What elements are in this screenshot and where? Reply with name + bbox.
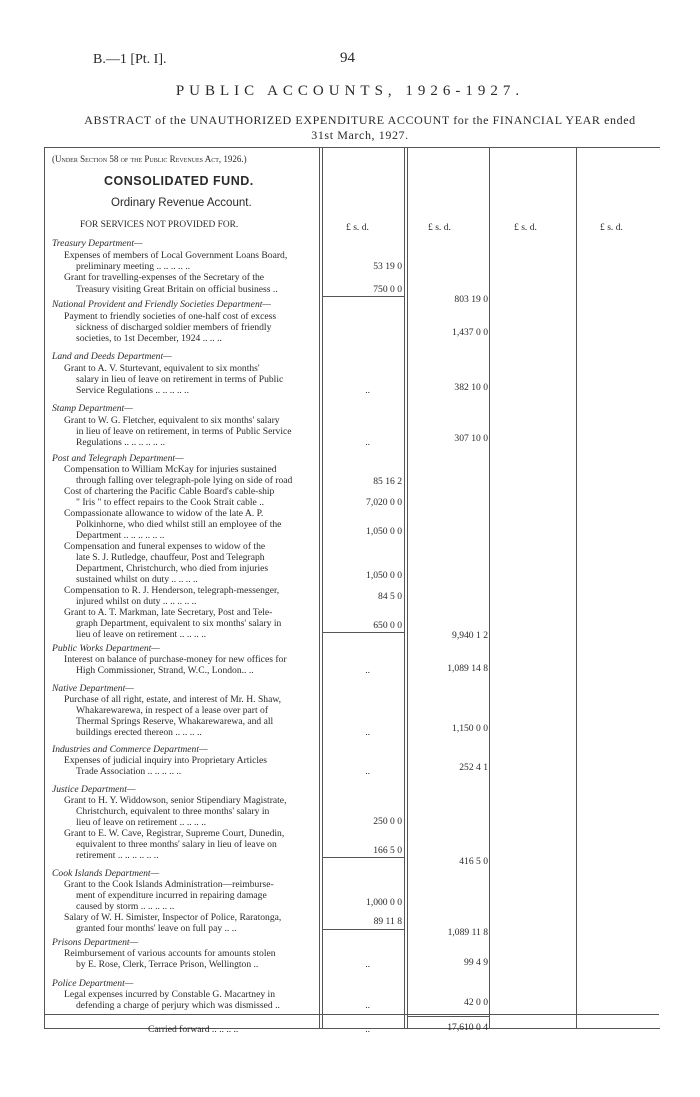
column-header: £ s. d.: [514, 222, 537, 233]
item-text: Whakarewarewa, in respect of a lease over part of: [76, 705, 269, 716]
column-divider: [489, 147, 490, 1028]
item-text: late S. J. Rutledge, chauffeur, Post and Telegraph: [76, 552, 265, 563]
item-text: through falling over telegraph-pole lying on side of road: [76, 475, 293, 486]
item-text: Compensation and funeral expenses to widow of the: [64, 541, 266, 552]
item-text: graph Department, equivalent to six months' salary in: [76, 618, 282, 629]
item-text: lieu of leave on retirement .. .. .. ..: [76, 629, 207, 640]
item-text: retirement .. .. .. .. .. ..: [76, 850, 159, 861]
item-text: lieu of leave on retirement .. .. .. ..: [76, 817, 207, 828]
item-text: " Iris " to effect repairs to the Cook Strait cable ..: [76, 497, 265, 508]
carried-forward-total: 17,610 0 4: [447, 1022, 488, 1033]
item-text: Grant to W. G. Fletcher, equivalent to six months' salary: [64, 415, 280, 426]
department-total: 252 4 1: [459, 762, 488, 773]
subtotal-rule: [322, 296, 404, 297]
department-heading: Industries and Commerce Department—: [52, 744, 208, 755]
department-total: 99 4 9: [464, 957, 488, 968]
item-text: Polkinhorne, who died whilst still an employee of the: [76, 519, 282, 530]
services-heading: FOR SERVICES NOT PROVIDED FOR.: [80, 220, 239, 230]
item-text: Purchase of all right, estate, and interest of Mr. H. Shaw,: [64, 694, 282, 705]
department-total: 382 10 0: [454, 382, 488, 393]
item-amount: 1,050 0 0: [366, 526, 402, 537]
department-total: 1,437 0 0: [452, 327, 488, 338]
item-amount: 650 0 0: [373, 620, 402, 631]
item-text: Expenses of members of Local Government Loans Board,: [64, 250, 288, 261]
department-heading: Stamp Department—: [52, 403, 133, 414]
item-text: Grant to H. Y. Widdowson, senior Stipendiary Magistrate,: [64, 795, 287, 806]
column-divider: [576, 147, 577, 1028]
carried-rule: [44, 1014, 659, 1015]
department-total: 42 0 0: [464, 997, 488, 1008]
item-text: Compensation to William McKay for injuries sustained: [64, 464, 277, 475]
item-text: preliminary meeting .. .. .. .. ..: [76, 261, 191, 272]
column-header: £ s. d.: [600, 222, 623, 233]
item-amount: 53 19 0: [373, 261, 402, 272]
item-text: Thermal Springs Reserve, Whakarewarewa, and all: [76, 716, 274, 727]
item-amount: ..: [365, 1024, 370, 1035]
item-text: Regulations .. .. .. .. .. ..: [76, 437, 166, 448]
item-amount: 166 5 0: [373, 845, 402, 856]
item-text: Reimbursement of various accounts for amounts stolen: [64, 948, 276, 959]
account-name: Ordinary Revenue Account.: [111, 197, 252, 209]
department-heading: Native Department—: [52, 683, 134, 694]
department-heading: Post and Telegraph Department—: [52, 453, 184, 464]
item-text: injured whilst on duty .. .. .. .. ..: [76, 596, 197, 607]
item-text: defending a charge of perjury which was dismissed ..: [76, 1000, 280, 1011]
column-divider: [407, 147, 408, 1028]
abstract-heading: ABSTRACT of the UNAUTHORIZED EXPENDITURE ACCOUNT for the FINANCIAL YEAR ended: [84, 113, 636, 127]
page-number: 94: [340, 50, 355, 66]
item-text: caused by storm .. .. .. .. ..: [76, 901, 175, 912]
fund-name: CONSOLIDATED FUND.: [104, 174, 254, 188]
item-text: Compensation to R. J. Henderson, telegraph-messenger,: [64, 585, 280, 596]
column-divider: [319, 147, 320, 1028]
item-text: Cost of chartering the Pacific Cable Board's cable-ship: [64, 486, 275, 497]
item-text: Service Regulations .. .. .. .. ..: [76, 385, 189, 396]
department-heading: Justice Department—: [52, 784, 136, 795]
item-amount: 250 0 0: [373, 816, 402, 827]
department-heading: Land and Deeds Department—: [52, 351, 172, 362]
item-amount: ..: [365, 437, 370, 448]
department-heading: Prisons Department—: [52, 937, 139, 948]
item-amount: 89 11 8: [373, 916, 402, 927]
item-text: Salary of W. H. Simister, Inspector of Police, Raratonga,: [64, 912, 282, 923]
item-amount: ..: [365, 727, 370, 738]
item-text: Department .. .. .. .. .. ..: [76, 530, 165, 541]
item-text: sustained whilst on duty .. .. .. ..: [76, 574, 198, 585]
item-amount: 85 16 2: [373, 476, 402, 487]
item-amount: 1,000 0 0: [366, 897, 402, 908]
item-amount: ..: [365, 1000, 370, 1011]
subtotal-rule: [322, 929, 404, 930]
department-heading: Treasury Department—: [52, 238, 143, 249]
department-heading: Police Department—: [52, 978, 134, 989]
department-heading: Public Works Department—: [52, 643, 160, 654]
department-heading: National Provident and Friendly Societies Department—: [52, 299, 271, 310]
abstract-heading-date: 31st March, 1927.: [311, 128, 409, 142]
item-text: Christchurch, equivalent to three months' salary in: [76, 806, 270, 817]
act-reference: (Under Section 58 of the Public Revenues Act, 1926.): [52, 154, 247, 164]
subtotal-rule: [322, 857, 404, 858]
department-total: 803 19 0: [454, 294, 488, 305]
department-total: 1,089 14 8: [447, 663, 488, 674]
department-heading: Cook Islands Department—: [52, 868, 160, 879]
item-text: Payment to friendly societies of one-half cost of excess: [64, 311, 277, 322]
column-divider: [322, 147, 323, 1028]
item-amount: 1,050 0 0: [366, 570, 402, 581]
item-text: Legal expenses incurred by Constable G. Macartney in: [64, 989, 275, 1000]
item-text: ment of expenditure incurred in repairing damage: [76, 890, 267, 901]
item-text: Department, Christchurch, who died from injuries: [76, 563, 269, 574]
item-amount: ..: [365, 959, 370, 970]
department-total: 1,150 0 0: [452, 723, 488, 734]
item-text: Treasury visiting Great Britain on official business ..: [76, 284, 278, 295]
item-text: Grant for travelling-expenses of the Secretary of the: [64, 272, 265, 283]
item-text: Grant to A. T. Markman, late Secretary, Post and Tele-: [64, 607, 273, 618]
item-text: High Commissioner, Strand, W.C., London.. ..: [76, 665, 254, 676]
document-reference: B.—1 [Pt. I].: [93, 52, 167, 67]
column-header: £ s. d.: [346, 222, 369, 233]
item-text: Grant to the Cook Islands Administration—reimburse-: [64, 879, 274, 890]
page-title: PUBLIC ACCOUNTS, 1926-1927.: [175, 83, 525, 99]
item-text: in lieu of leave on retirement, in terms of Public Service: [76, 426, 292, 437]
department-total: 1,089 11 8: [447, 927, 488, 938]
department-total: 416 5 0: [459, 856, 488, 867]
column-header: £ s. d.: [428, 222, 451, 233]
item-text: equivalent to three months' salary in lieu of leave on: [76, 839, 277, 850]
total-rule: [407, 1016, 489, 1017]
item-text: Compassionate allowance to widow of the late A. P.: [64, 508, 264, 519]
item-text: granted four months' leave on full pay .. ..: [76, 923, 237, 934]
column-divider: [404, 147, 405, 1028]
item-text: Trade Association .. .. .. .. ..: [76, 766, 182, 777]
subtotal-rule: [322, 632, 404, 633]
carried-forward-label: Carried forward .. .. .. ..: [148, 1024, 239, 1035]
item-amount: ..: [365, 385, 370, 396]
item-amount: ..: [365, 766, 370, 777]
item-amount: 84 5 0: [378, 591, 402, 602]
item-text: Expenses of judicial inquiry into Proprietary Articles: [64, 755, 268, 766]
item-text: buildings erected thereon .. .. .. ..: [76, 727, 202, 738]
item-text: by E. Rose, Clerk, Terrace Prison, Wellington ..: [76, 959, 259, 970]
item-text: Interest on balance of purchase-money for new offices for: [64, 654, 287, 665]
item-text: societies, to 1st December, 1924 .. .. ..: [76, 333, 222, 344]
item-text: sickness of discharged soldier members of friendly: [76, 322, 272, 333]
item-text: salary in lieu of leave on retirement in terms of Public: [76, 374, 284, 385]
item-text: Grant to A. V. Sturtevant, equivalent to six months': [64, 363, 260, 374]
item-text: Grant to E. W. Cave, Registrar, Supreme Court, Dunedin,: [64, 828, 285, 839]
department-total: 307 10 0: [454, 433, 488, 444]
department-total: 9,940 1 2: [452, 630, 488, 641]
item-amount: ..: [365, 665, 370, 676]
item-amount: 7,020 0 0: [366, 497, 402, 508]
item-amount: 750 0 0: [373, 284, 402, 295]
